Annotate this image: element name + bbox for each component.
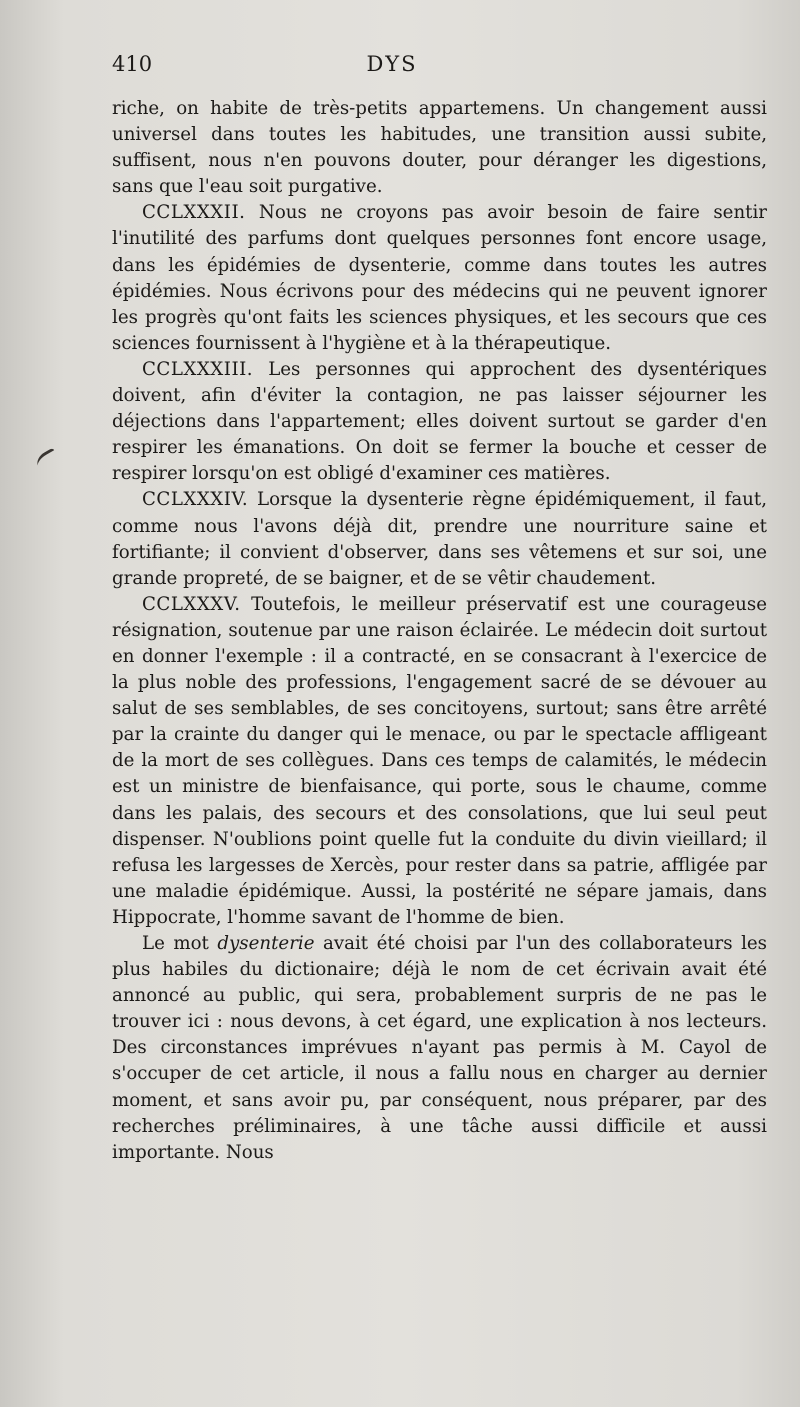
paragraph-continuation: riche, on habite de très-petits appartemens. Un changement aussi universel dans toutes les habitudes, une transition aussi subite, suffisent, nous n'en pouvons douter, pour déranger les digestions, sans que l'eau soit purgative. [112, 98, 767, 198]
body-text [112, 96, 767, 1166]
italic-term: dysenterie [217, 933, 315, 954]
page-number: 410 [112, 52, 153, 76]
paragraph-ccLxxxiii: CCLXXXIII. Les personnes qui approchent des dysentériques doivent, afin d'éviter la contagion, ne pas laisser séjourner les déjections dans l'appartement; elles doivent surtout se garder d'en respirer les émanations. On doit se fermer la bouche et cesser de respirer lorsqu'on est obligé d'examiner ces matières. [112, 358, 767, 485]
paragraph-ccLxxxiv: CCLXXXIV. Lorsque la dysenterie règne épidémiquement, il faut, comme nous l'avons déjà dit, prendre une nourriture saine et fortifiante; il convient d'observer, dans ses vêtemens et sur soi, une grande propreté, de se baigner, et de se vêtir chaudement. [112, 489, 767, 589]
section-number: CCLXXXII. [142, 202, 246, 224]
page-header [112, 52, 672, 96]
paragraph-ccLxxxv: CCLXXXV. Toutefois, le meilleur préservatif est une courageuse résignation, soutenue par une raison éclairée. Le médecin doit surtout en donner l'exemple : il a contracté, en se consacrant à l'exercice de la plus noble des professions, l'engagement sacré de se dévouer au salut de ses semblables, de ses concitoyens, surtout; sans être arrêté par la crainte du danger qui le menace, ou par le spectacle affligeant de la mort de ses collègues. Dans ces temps de calamités, le médecin est un ministre de bienfaisance, qui porte, sous le chaume, comme dans les palais, des secours et des consolations, que lui seul peut dispenser. N'oublions point quelle fut la conduite du divin vieillard; il refusa les largesses de Xercès, pour rester dans sa patrie, affligée par une maladie épidémique. Aussi, la postérité ne sépare jamais, dans Hippocrate, l'homme savant de l'homme de bien. [112, 593, 767, 928]
section-number: CCLXXXIV. [142, 489, 249, 511]
paragraph-ccLxxxii: CCLXXXII. Nous ne croyons pas avoir besoin de faire sentir l'inutilité des parfums dont quelques personnes font encore usage, dans les épidémies de dysenterie, comme dans toutes les autres épidémies. Nous écrivons pour des médecins qui ne peuvent ignorer les progrès qu'ont faits les sciences physiques, et les secours que ces sciences fournissent à l'hygiène et à la thérapeutique. [112, 202, 767, 354]
running-head: DYS [366, 52, 418, 76]
section-number: CCLXXXIII. [142, 358, 254, 380]
section-number: CCLXXXV. [142, 593, 241, 615]
ink-mark-icon [34, 448, 61, 472]
paragraph-author-note: Le mot dysenterie avait été choisi par l'un des collaborateurs les plus habiles du dictionaire; déjà le nom de cet écrivain avait été annoncé au public, qui sera, probablement surpris de ne pas le trouver ici : nous devons, à cet égard, une explication à nos lecteurs. Des circonstances imprévues n'ayant pas permis à M. Cayol de s'occuper de cet article, il nous a fallu nous en charger au dernier moment, et sans avoir pu, par conséquent, nous préparer, par des recherches préliminaires, à une tâche aussi difficile et aussi importante. Nous [112, 933, 767, 1163]
